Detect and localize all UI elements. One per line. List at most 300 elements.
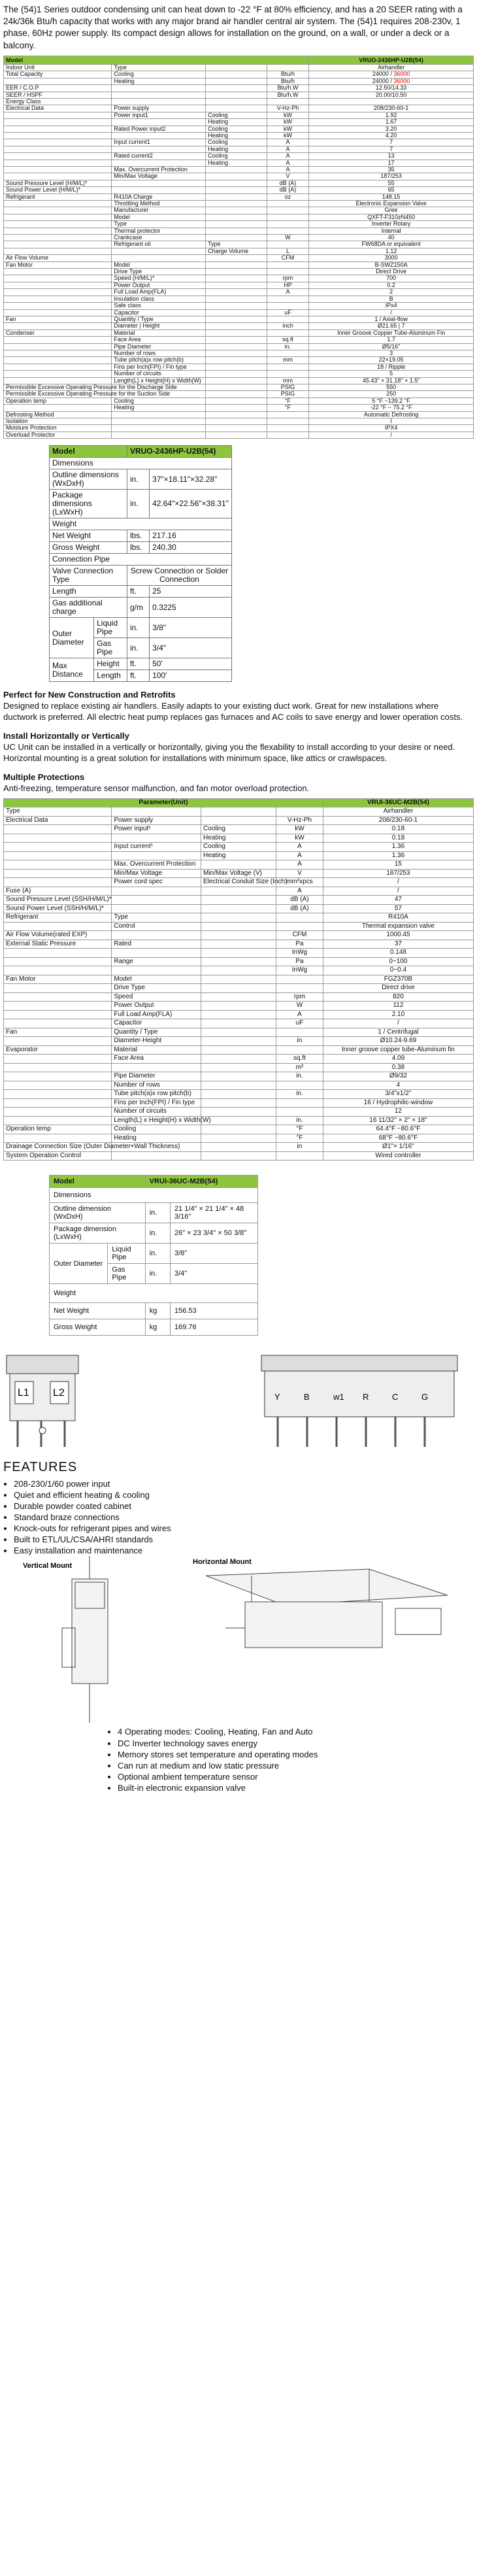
horizontal-mount-unit-icon (206, 1569, 448, 1648)
indoor-spec-cell: 2.10 (323, 1010, 473, 1019)
spec-cell: Btu/h.W (267, 85, 309, 92)
spec-cell: 250 (309, 391, 474, 398)
indoor-spec-cell: 64.4°F ~80.6°F (323, 1125, 473, 1134)
spec-cell (4, 337, 112, 343)
spec-cell (267, 303, 309, 309)
gas-charge-value: 0.3225 (150, 598, 232, 618)
spec-cell (206, 64, 267, 71)
spec-cell: PSIG (267, 384, 309, 390)
spec-cell: 4.20 (309, 132, 474, 139)
indoor-spec-cell (4, 1098, 112, 1108)
spec-cell (112, 248, 206, 254)
spec-cell: uF (267, 309, 309, 316)
spec-cell: Manufacturer (112, 207, 206, 214)
indoor-spec-cell: 0.18 (323, 825, 473, 834)
spec-cell (309, 98, 474, 105)
indoor-spec-row (4, 957, 474, 966)
spec-cell: Power supply (112, 105, 206, 112)
spec-row (4, 92, 474, 98)
indoor-spec-cell: 4.09 (323, 1055, 473, 1064)
indoor-spec-cell: in (276, 1143, 323, 1152)
indoor-spec-cell (201, 816, 276, 825)
net-weight-unit: lbs. (127, 530, 149, 542)
spec-cell: V (267, 173, 309, 180)
spec-cell: Type (112, 221, 206, 228)
spec-cell: Permissible Excessive Operating Pressure for the Suction Side (4, 391, 112, 398)
indoor-spec-cell: Fuse (A) (4, 887, 112, 896)
terminal-label: w1 (333, 1392, 344, 1402)
section-title-protections: Multiple Protections (3, 771, 85, 782)
indoor-spec-cell: 47 (323, 896, 473, 905)
indoor-spec-cell: 820 (323, 992, 473, 1002)
mode-item: • 4 Operating modes: Cooling, Heating, Fan and Auto (118, 1726, 474, 1737)
spec-cell: B-SWZ150A (309, 262, 474, 268)
indoor-liquid-unit: in. (145, 1244, 170, 1264)
spec-cell: Defrosting Method (4, 411, 112, 418)
indoor-spec-cell (112, 807, 201, 817)
spec-cell (206, 71, 267, 78)
features-list (3, 1479, 474, 1556)
indoor-spec-cell: Number of rows (112, 1081, 201, 1090)
max-length-value: 100' (150, 670, 232, 682)
spec-cell: HP (267, 282, 309, 288)
indoor-spec-cell (201, 1037, 276, 1046)
indoor-spec-cell: dB (A) (276, 896, 323, 905)
spec-row (4, 180, 474, 186)
spec-cell (112, 255, 206, 262)
indoor-spec-cell: System Operation Control (4, 1151, 112, 1161)
indoor-spec-cell: Pa (276, 957, 323, 966)
indoor-spec-cell (112, 887, 201, 896)
spec-cell: A (267, 139, 309, 146)
indoor-spec-row (4, 1055, 474, 1064)
spec-row (4, 405, 474, 411)
spec-cell: Ø21.65 | 7 (309, 323, 474, 330)
spec-cell (4, 357, 112, 364)
spec-cell (206, 105, 267, 112)
indoor-spec-cell: Pa (276, 940, 323, 949)
spec-cell: 550 (309, 384, 474, 390)
spec-row (4, 425, 474, 432)
indoor-net-value: 156.53 (170, 1303, 257, 1319)
spec-row (4, 296, 474, 302)
spec-cell: I (309, 418, 474, 425)
indoor-spec-cell (201, 1108, 276, 1117)
spec-cell: Airhandler (309, 64, 474, 71)
indoor-gas-value: 3/4" (170, 1264, 257, 1284)
spec-cell: Gree (309, 207, 474, 214)
spec-cell (4, 350, 112, 356)
dimensions-heading: Dimensions (50, 458, 232, 469)
spec-cell (4, 214, 112, 220)
indoor-spec-row (4, 1116, 474, 1125)
indoor-spec-cell (201, 1134, 276, 1143)
spec-cell (267, 241, 309, 248)
indoor-spec-cell: 1000.45 (323, 931, 473, 940)
spec-cell: Permissible Excessive Operating Pressure for the Discharge Side (4, 384, 112, 390)
spec-row (4, 384, 474, 390)
indoor-spec-cell: A (276, 887, 323, 896)
spec-row (4, 316, 474, 322)
indoor-spec-cell (4, 922, 112, 931)
indoor-spec-cell: V (276, 869, 323, 878)
indoor-spec-cell: Model (112, 975, 201, 984)
indoor-header-param: Parameter(Unit) (4, 798, 323, 807)
spec-cell: 24000 / 36000 (309, 71, 474, 78)
spec-cell (206, 296, 267, 302)
spec-row (4, 126, 474, 132)
indoor-spec-cell: 16 / Hydrophilic-window (323, 1098, 473, 1108)
vertical-mount-label: Vertical Mount (23, 1562, 73, 1570)
indoor-spec-cell: mm²xpcs (276, 878, 323, 887)
indoor-spec-cell: 0.38 (323, 1063, 473, 1072)
indoor-spec-cell: 12 (323, 1108, 473, 1117)
spec-cell: 1.67 (309, 119, 474, 126)
spec-cell: Power Output (112, 282, 206, 288)
indoor-spec-cell: in (276, 1037, 323, 1046)
spec-cell (267, 221, 309, 228)
spec-cell: W (267, 235, 309, 241)
spec-cell: R410A Charge (112, 194, 206, 200)
spec-row (4, 350, 474, 356)
spec-row (4, 166, 474, 173)
indoor-spec-row (4, 1098, 474, 1108)
features-title: FEATURES (3, 1460, 78, 1475)
spec-cell (4, 153, 112, 160)
section-body-protections: Anti-freezing, temperature sensor malfunction, and fan motor overload protection. (3, 783, 310, 793)
spec-cell (206, 377, 267, 384)
indoor-spec-row (4, 1151, 474, 1161)
indoor-spec-cell: 208/230-60-1 (323, 816, 473, 825)
spec-cell: 65 (309, 187, 474, 194)
spec-cell: Fan (4, 316, 112, 322)
indoor-spec-cell: Power cord spec (112, 878, 201, 887)
indoor-outline-label: Outline dimension (WxDxH) (50, 1203, 146, 1223)
indoor-spec-cell (201, 1045, 276, 1055)
indoor-spec-cell: Material (112, 1045, 201, 1055)
indoor-spec-cell (276, 922, 323, 931)
spec-cell (4, 275, 112, 282)
indoor-spec-cell (201, 1125, 276, 1134)
terminal-label: R (363, 1392, 369, 1402)
spec-cell: Heating (206, 146, 267, 152)
spec-cell (267, 330, 309, 336)
spec-cell: CFM (267, 255, 309, 262)
spec-cell: Capacitor (112, 309, 206, 316)
spec-cell: Tube pitch(a)x row pitch(b) (112, 357, 206, 364)
spec-cell (206, 214, 267, 220)
spec-cell: 7 (309, 139, 474, 146)
indoor-spec-cell: Min/Max Voltage (112, 869, 201, 878)
indoor-spec-cell: Type (4, 807, 112, 817)
spec-cell: Type (112, 64, 206, 71)
indoor-spec-row (4, 1063, 474, 1072)
spec-cell: Charge Volume (206, 248, 267, 254)
gross-weight-value: 240.30 (150, 542, 232, 554)
indoor-spec-cell: uF (276, 1019, 323, 1028)
spec-cell (4, 126, 112, 132)
spec-cell: °F (267, 398, 309, 404)
indoor-spec-cell: 3/4"x1/2" (323, 1090, 473, 1099)
spec-cell: inch (267, 323, 309, 330)
spec-cell: V-Hz-Ph (267, 105, 309, 112)
spec-cell: 13 (309, 153, 474, 160)
indoor-spec-cell (201, 1072, 276, 1081)
weight-heading: Weight (50, 518, 232, 530)
spec-row (4, 64, 474, 71)
indoor-spec-cell: Air Flow Volume(rated EXP) (4, 931, 112, 940)
spec-cell: A (267, 289, 309, 296)
spec-row (4, 221, 474, 228)
indoor-spec-cell (4, 1072, 112, 1081)
indoor-spec-cell (201, 922, 276, 931)
spec-cell: Quantity / Type (112, 316, 206, 322)
spec-cell: 700 (309, 275, 474, 282)
indoor-net-unit: kg (145, 1303, 170, 1319)
spec-cell: Cooling (206, 153, 267, 160)
spec-row (4, 391, 474, 398)
spec-cell: Electrical Data (4, 105, 112, 112)
indoor-spec-cell: InWg (276, 949, 323, 958)
spec-cell (206, 180, 267, 186)
spec-cell (4, 343, 112, 350)
indoor-spec-cell (4, 869, 112, 878)
spec-cell: Btu/h.W (267, 92, 309, 98)
spec-row (4, 194, 474, 200)
indoor-spec-cell: Cooling (112, 1125, 201, 1134)
indoor-spec-cell: Sound Power Level (SSH/H/M/L)* (4, 904, 112, 913)
modes-section (3, 1726, 474, 1793)
spec-cell (206, 303, 267, 309)
spec-cell (267, 350, 309, 356)
indoor-spec-cell: External Static Pressure (4, 940, 112, 949)
indoor-spec-cell: 37 (323, 940, 473, 949)
feature-item: • Knock-outs for refrigerant pipes and wires (14, 1523, 474, 1534)
indoor-spec-cell: Diameter-Height (112, 1037, 201, 1046)
spec-row (4, 309, 474, 316)
spec-cell: mm (267, 377, 309, 384)
indoor-liquid-value: 3/8" (170, 1244, 257, 1264)
spec-cell (206, 405, 267, 411)
indoor-spec-cell (201, 1002, 276, 1011)
indoor-spec-cell: Thermal expansion valve (323, 922, 473, 931)
gas-pipe-value: 3/4" (150, 638, 232, 658)
indoor-spec-cell: A (276, 843, 323, 852)
spec-cell: kW (267, 126, 309, 132)
indoor-spec-cell (4, 984, 112, 993)
spec-cell (206, 398, 267, 404)
indoor-spec-cell: sq.ft (276, 1055, 323, 1064)
spec-cell: EER / C.O.P (4, 85, 112, 92)
spec-cell: Isolation (4, 418, 112, 425)
spec-cell (206, 418, 267, 425)
spec-cell (206, 262, 267, 268)
indoor-gross-unit: kg (145, 1319, 170, 1336)
spec-cell: Direct Drive (309, 269, 474, 275)
indoor-spec-cell: Cooling (201, 825, 276, 834)
feature-item: • Built to ETL/UL/CSA/AHRI standards (14, 1534, 474, 1546)
gas-pipe-label: Gas Pipe (94, 638, 127, 658)
max-distance-label: Max Distance (50, 658, 94, 682)
spec-cell (206, 92, 267, 98)
indoor-spec-cell (276, 913, 323, 923)
spec-cell (206, 269, 267, 275)
spec-cell: 3000 (309, 255, 474, 262)
spec-cell: 40 (309, 235, 474, 241)
indoor-spec-row (4, 949, 474, 958)
mount-diagram (3, 1556, 474, 1726)
indoor-spec-cell: Pipe Diameter (112, 1072, 201, 1081)
spec-cell: Btu/h (267, 71, 309, 78)
indoor-spec-cell (201, 887, 276, 896)
spec-row (4, 112, 474, 118)
spec-cell: 1.7 (309, 337, 474, 343)
spec-cell (112, 187, 206, 194)
indoor-spec-row (4, 913, 474, 923)
spec-row (4, 262, 474, 268)
spec-cell (206, 384, 267, 390)
spec-cell: Heating (112, 78, 206, 84)
spec-cell (206, 432, 267, 438)
spec-cell (4, 132, 112, 139)
indoor-spec-cell: Face Area (112, 1055, 201, 1064)
spec-cell: Rated current2 (112, 153, 206, 160)
indoor-dimensions-table (49, 1175, 258, 1336)
spec-row (4, 105, 474, 112)
spec-cell: kW (267, 119, 309, 126)
spec-cell (112, 85, 206, 92)
indoor-spec-row (4, 1019, 474, 1028)
spec-cell: Operation temp (4, 398, 112, 404)
indoor-spec-cell (4, 1037, 112, 1046)
spec-row (4, 187, 474, 194)
liquid-pipe-value: 3/8" (150, 618, 232, 638)
indoor-model-label: Model (50, 1176, 146, 1188)
indoor-spec-row (4, 1072, 474, 1081)
spec-row (4, 71, 474, 78)
spec-cell: 3.20 (309, 126, 474, 132)
spec-cell (206, 228, 267, 234)
indoor-spec-row (4, 931, 474, 940)
indoor-spec-cell: Ø9/32 (323, 1072, 473, 1081)
feature-item: • 208-230/1/60 power input (14, 1479, 474, 1490)
indoor-spec-cell: in. (276, 1072, 323, 1081)
valve-value: Screw Connection or Solder Connection (127, 566, 231, 586)
indoor-spec-cell (4, 949, 112, 958)
indoor-spec-cell: Cooling (201, 843, 276, 852)
indoor-spec-cell: CFM (276, 931, 323, 940)
indoor-spec-cell: Length(L) x Height(H) x Width(W) (112, 1116, 201, 1125)
feature-item: • Standard braze connections (14, 1512, 474, 1523)
feature-item: • Easy installation and maintenance (14, 1546, 474, 1557)
indoor-spec-cell (201, 913, 276, 923)
outline-value: 37"×18.11"×32.28" (150, 469, 232, 490)
spec-cell: dB (A) (267, 187, 309, 194)
indoor-spec-cell (4, 851, 112, 860)
spec-cell (206, 425, 267, 432)
spec-cell (112, 418, 206, 425)
spec-cell: Cooling (206, 126, 267, 132)
indoor-spec-cell: / (323, 878, 473, 887)
indoor-outline-unit: in. (145, 1203, 170, 1223)
indoor-spec-cell (201, 984, 276, 993)
spec-cell: Drive Type (112, 269, 206, 275)
indoor-spec-cell (201, 940, 276, 949)
spec-cell (4, 139, 112, 146)
indoor-spec-cell (201, 1010, 276, 1019)
indoor-spec-cell: 187/253 (323, 869, 473, 878)
indoor-spec-row (4, 825, 474, 834)
gas-charge-unit: g/m (127, 598, 149, 618)
horizontal-mount-label: Horizontal Mount (193, 1558, 252, 1567)
indoor-spec-cell: Rated (112, 940, 201, 949)
indoor-spec-cell (4, 834, 112, 843)
spec-row (4, 78, 474, 84)
mount-illustrations (3, 1556, 474, 1726)
gross-weight-unit: lbs. (127, 542, 149, 554)
max-height-value: 50' (150, 658, 232, 670)
spec-cell: Sound Power Level (H/M/L)* (4, 187, 112, 194)
spec-cell: 20.00/10.50 (309, 92, 474, 98)
spec-cell (267, 371, 309, 377)
max-height-unit: ft. (127, 658, 149, 670)
terminal-label: G (421, 1392, 429, 1402)
indoor-gas-label: Gas Pipe (108, 1264, 145, 1284)
indoor-spec-cell (4, 1116, 112, 1125)
indoor-spec-cell (4, 825, 112, 834)
terminal-label: C (392, 1392, 399, 1402)
indoor-spec-cell (4, 878, 112, 887)
spec-cell (4, 269, 112, 275)
spec-cell: Safe class (112, 303, 206, 309)
spec-cell: dB (A) (267, 180, 309, 186)
max-length-label: Length (94, 670, 127, 682)
vertical-mount-unit-icon (62, 1556, 108, 1723)
spec-cell: -22 °F ~ 75.2 °F (309, 405, 474, 411)
spec-cell: 0.2 (309, 282, 474, 288)
indoor-spec-row (4, 851, 474, 860)
indoor-spec-cell: Full Load Amp(FLA) (112, 1010, 201, 1019)
spec-cell (206, 350, 267, 356)
spec-cell: IPX4 (309, 425, 474, 432)
spec-cell: Model (112, 262, 206, 268)
valve-label: Valve Connection Type (50, 566, 127, 586)
spec-cell (267, 214, 309, 220)
indoor-spec-cell (201, 860, 276, 870)
spec-cell: oz (267, 194, 309, 200)
spec-row (4, 153, 474, 160)
indoor-spec-cell: Fan Motor (4, 975, 112, 984)
spec-cell: PSIG (267, 391, 309, 398)
spec-row (4, 139, 474, 146)
indoor-spec-cell: 0.148 (323, 949, 473, 958)
model-label: Model (50, 446, 127, 458)
indoor-spec-row (4, 1002, 474, 1011)
spec-cell (206, 330, 267, 336)
model-value: VRUO-2436HP-U2B(54) (127, 446, 231, 458)
spec-cell (206, 85, 267, 92)
spec-cell: 35 (309, 166, 474, 173)
indoor-spec-cell (201, 1098, 276, 1108)
indoor-spec-cell: Airhandler (323, 807, 473, 817)
spec-cell (4, 119, 112, 126)
spec-cell: 12.50/14.33 (309, 85, 474, 92)
spec-cell (267, 425, 309, 432)
indoor-spec-row (4, 843, 474, 852)
spec-cell: Cooling (206, 112, 267, 118)
gas-charge-label: Gas additional charge (50, 598, 127, 618)
spec-row (4, 411, 474, 418)
